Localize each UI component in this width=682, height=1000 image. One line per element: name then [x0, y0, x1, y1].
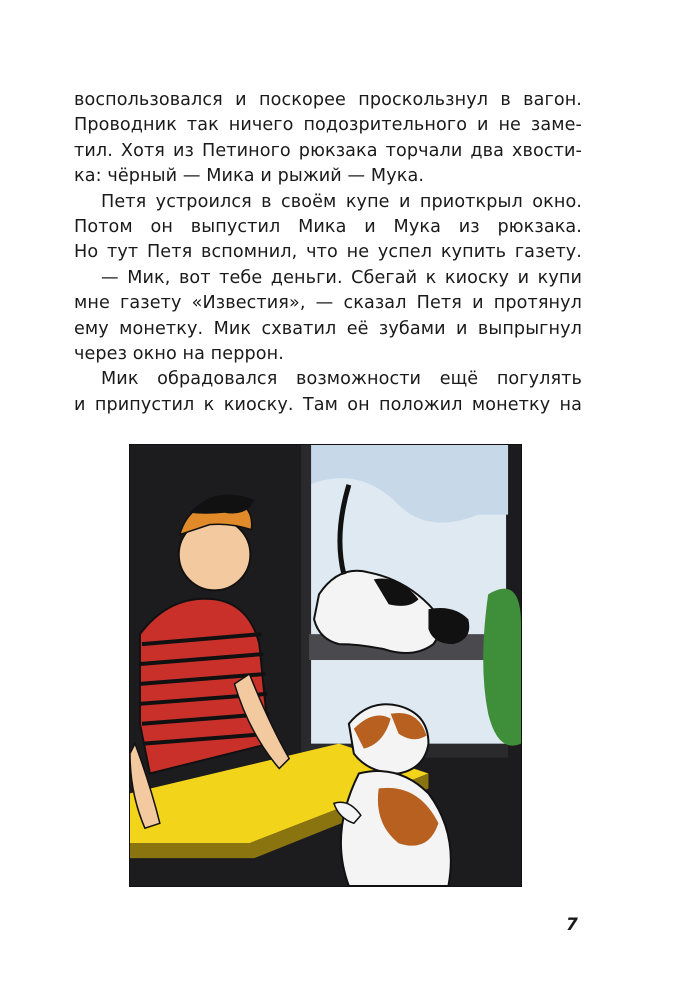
- text-line: Проводник так ничего подозрительного и не заме-: [74, 115, 582, 136]
- train-compartment-illustration: [129, 444, 522, 887]
- text-line: — Мик, вот тебе деньги. Сбегай к киоску и купи: [101, 267, 582, 288]
- text-line: мне газету «Известия», — сказал Петя и протянул: [74, 293, 582, 314]
- page-number: 7: [566, 915, 578, 935]
- text-line: ка: чёрный — Мика и рыжий — Мука.: [74, 166, 425, 187]
- text-line: Мик обрадовался возможности ещё погулять: [101, 369, 582, 390]
- window-frame-left: [301, 445, 311, 764]
- text-line: Потом он выпустил Мика и Мука из рюкзака.: [74, 216, 582, 237]
- text-line: Но тут Петя вспомнил, что не успел купить газету.: [74, 242, 582, 263]
- text-line: ему монетку. Мик схватил её зубами и выпрыгнул: [74, 318, 582, 339]
- illustration-svg: [130, 445, 521, 886]
- text-line: через окно на перрон.: [74, 343, 284, 364]
- body-text: [74, 88, 582, 418]
- text-line: тил. Хотя из Петиного рюкзака торчали два хвости-: [74, 140, 582, 161]
- text-line: воспользовался и поскорее проскользнул в вагон.: [74, 90, 582, 110]
- text-line: Петя устроился в своём купе и приоткрыл окно.: [101, 191, 582, 212]
- text-line: и припустил к киоску. Там он положил монетку на: [74, 394, 582, 415]
